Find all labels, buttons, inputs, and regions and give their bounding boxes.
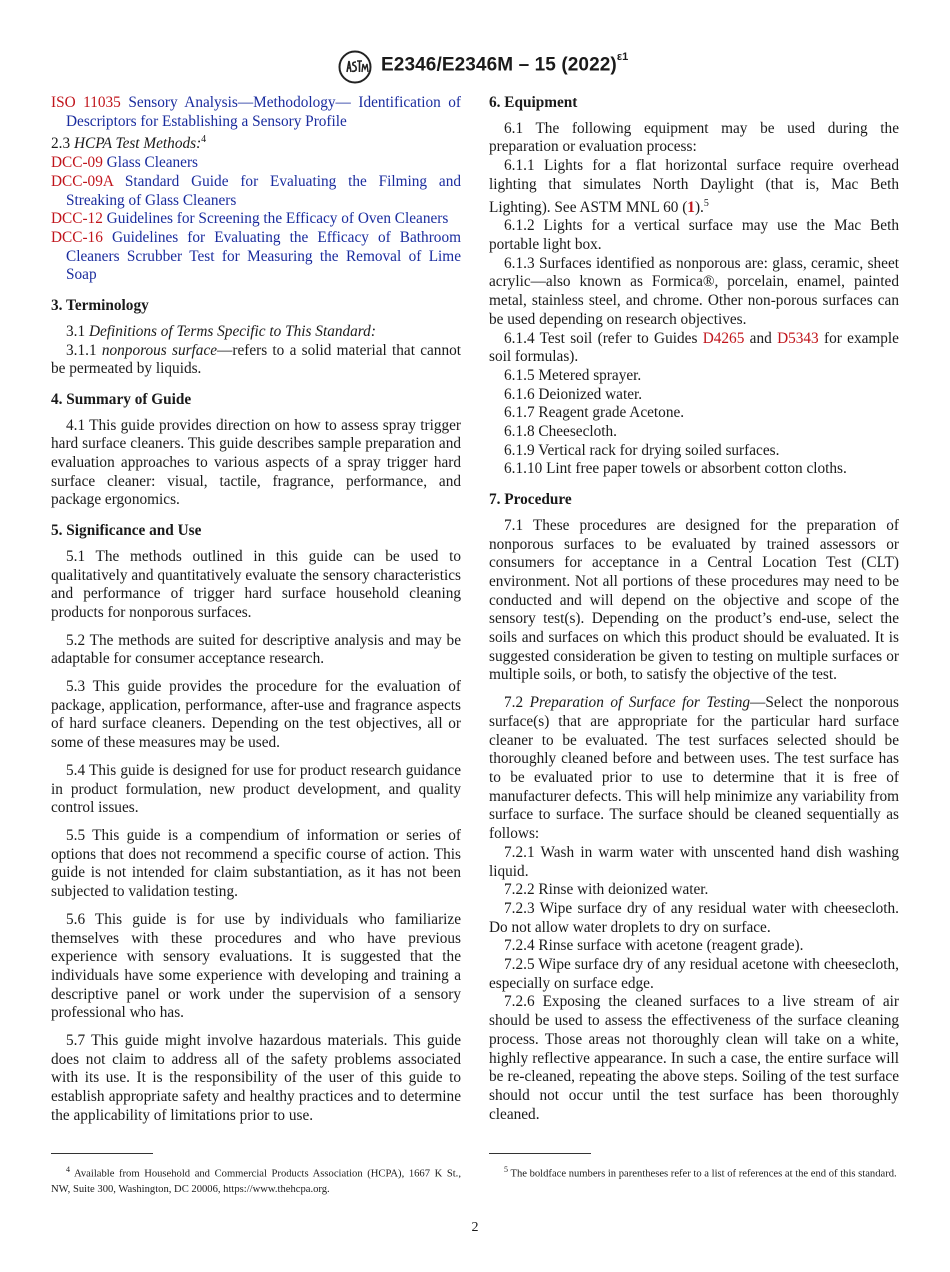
footnote-divider (51, 1153, 153, 1154)
paragraph: 7.2.4 Rinse surface with acetone (reagent grade). (504, 937, 804, 955)
subsection-heading: 2.3 HCPA Test Methods:$^4$ (51, 134, 207, 153)
footnote-divider (489, 1153, 591, 1154)
reference-entry (51, 173, 461, 210)
footnote: $^4$ Available from Household and Commercial Products Association (HCPA), 1667 K St., NW, Suite 300, Washington, DC 20006, https://www.thehcpa.org. (51, 1165, 461, 1195)
paragraph: 6.1.1 Lights for a flat horizontal surface require overhead lighting that simulates North Daylight (that is, Mac Beth Lighting). See ASTM MNL 60 (1).$^5$ (489, 157, 899, 216)
paragraph: 6.1.10 Lint free paper towels or absorbent cotton cloths. (504, 460, 847, 478)
reference-code[interactable]: DCC-09A (51, 172, 114, 190)
epsilon-superscript: ε1 (616, 51, 629, 63)
paragraph: 3.1 Definitions of Terms Specific to This Standard: (66, 322, 376, 340)
paragraph: 4.1 This guide provides direction on how to assess spray trigger hard surface cleaners. This guide describes sample preparation and evaluation approaches to various aspects of a spray trigger hard surface cleaner: visual, tactile, fragrance, performance, and package ergonomics. (51, 416, 461, 509)
paragraph: 6.1.5 Metered sprayer. (504, 366, 642, 384)
footnote-marker: 4 (201, 134, 207, 146)
paragraph: 5.4 This guide is designed for use for product research guidance in product formulation, new product development, and quality control issues. (51, 761, 461, 817)
footnote: $^5$ The boldface numbers in parentheses refer to a list of references at the end of this standard. (504, 1165, 897, 1180)
paragraph: 5.5 This guide is a compendium of information or series of options that does not recommend a specific course of action. This guide is not intended for claim substantiation, as it has not been subjected to validation testing. (51, 827, 461, 901)
paragraph: 5.2 The methods are suited for descriptive analysis and may be adaptable for consumer acceptance research. (51, 631, 461, 668)
paragraph: 7.2.6 Exposing the cleaned surfaces to a live stream of air should be used to assess the effectiveness of the surface cleaning process. Those areas not thoroughly clean will take on a white, highly reflective appearance. In such a case, the entire surface will be re-cleaned, repeating the above steps. Soiling of the test surface should not occur until the test surface has been thoroughly cleaned. (489, 993, 899, 1123)
reference-title[interactable]: Sensory Analysis—Methodology— Identification of Descriptors for Establishing a Sensory Profile (66, 94, 462, 130)
reference-title[interactable]: Guidelines for Screening the Efficacy of Oven Cleaners (106, 210, 449, 228)
paragraph: 5.7 This guide might involve hazardous materials. This guide does not claim to address all of the safety problems associated with its use. It is the responsibility of the user of this guide to establish appropriate safety and healthy practices and to determine the applicability of limitations prior to use. (51, 1032, 461, 1124)
section-heading: 3. Terminology (51, 297, 149, 315)
reference-entry (51, 210, 461, 229)
reference-entry (51, 94, 461, 131)
reference-code[interactable]: ISO 11035 (51, 94, 121, 111)
footnote-marker: 5 (703, 197, 709, 209)
paragraph: 6.1.8 Cheesecloth. (504, 423, 618, 441)
reference-entry (51, 154, 461, 173)
paragraph: 7.2.2 Rinse with deionized water. (504, 881, 709, 899)
paragraph: 3.1.1 nonporous surface—refers to a solid material that cannot be permeated by liquids. (51, 341, 462, 378)
paragraph: 7.1 These procedures are designed for the preparation of nonporous surfaces to be evaluated by trained assessors or consumers for acceptance in a Central Location Test (CLT) environment. Not all portions of these procedures may need to be conducted and will depend on the objective and scope of the sensory test(s). Depending on the product’s end-use, select the soils and surfaces on which this product should be evaluated. It is suggested consideration be given to testing on multiple surfaces or multiple soils, or both, to satisfy the objective of the test. (489, 516, 899, 684)
standard-link[interactable]: D4265 (702, 329, 745, 347)
document-designation: E2346/E2346M – 15 $(2022)^{\varepsilon 1}$ (381, 51, 629, 76)
right-column (489, 94, 899, 1124)
section-heading: 6. Equipment (489, 94, 578, 111)
left-column (51, 94, 461, 1126)
page-header (0, 50, 950, 90)
paragraph: 7.2 Preparation of Surface for Testing—Select the nonporous surface(s) that are appropriate for the particular hard surface cleaner to be evaluated. The test surfaces selected should be thoroughly cleaned before and between uses. The test surface has to be evaluated prior to use to determine that it is free of manufacturer defects. This will help minimize any variability from surface to surface. The surface should be cleaned sequentially as follows: (489, 694, 899, 843)
reference-code[interactable]: DCC-12 (51, 210, 103, 228)
paragraph: 6.1.7 Reagent grade Acetone. (504, 404, 685, 422)
reference-title[interactable]: Guidelines for Evaluating the Efficacy of Bathroom Cleaners Scrubber Test for Measuring the Removal of Lime Soap (66, 229, 461, 284)
paragraph: 6.1 The following equipment may be used during the preparation or evaluation process: (489, 119, 899, 156)
section-heading: 7. Procedure (489, 491, 572, 509)
paragraph: 6.1.3 Surfaces identified as nonporous are: glass, ceramic, sheet acrylic—also known as Formica®, porcelain, enamel, painted metal, stainless steel, and chrome. Other non-porous surfaces can be used depending on research objectives. (489, 254, 899, 328)
paragraph: 7.2.3 Wipe surface dry of any residual water with cheesecloth. Do not allow water droplets to dry on surface. (489, 899, 899, 936)
reference-title[interactable]: Glass Cleaners (106, 154, 199, 172)
paragraph: 6.1.4 Test soil (refer to Guides D4265 and D5343 for example soil formulas). (489, 329, 899, 366)
paragraph: 7.2.5 Wipe surface dry of any residual acetone with cheesecloth, especially on surface edge. (489, 956, 899, 992)
paragraph: 7.2.1 Wash in warm water with unscented hand dish washing liquid. (489, 843, 899, 880)
standard-link[interactable]: D5343 (777, 329, 819, 347)
reference-entry (51, 229, 461, 285)
reference-number-link[interactable]: 1 (687, 198, 695, 216)
section-heading: 4. Summary of Guide (51, 390, 192, 408)
astm-logo-icon (338, 50, 372, 84)
paragraph: 6.1.9 Vertical rack for drying soiled surfaces. (504, 441, 780, 459)
reference-code[interactable]: DCC-16 (51, 229, 103, 247)
paragraph: 5.1 The methods outlined in this guide can be used to qualitatively and quantitatively evaluate the sensory characteristics and performance of trigger hard surface household cleaning products for nonporous surfaces. (51, 547, 461, 621)
page-number: 2 (471, 1220, 479, 1235)
reference-code[interactable]: DCC-09 (51, 154, 103, 172)
paragraph: 5.3 This guide provides the procedure for the evaluation of package, application, performance, after-use and fragrance aspects of hard surface cleaners. Depending on the test objectives, all or some of these measures may be used. (51, 678, 461, 752)
paragraph: 6.1.6 Deionized water. (504, 385, 643, 403)
reference-title[interactable]: Standard Guide for Evaluating the Filming and Streaking of Glass Cleaners (66, 172, 461, 209)
paragraph: 6.1.2 Lights for a vertical surface may use the Mac Beth portable light box. (489, 217, 899, 254)
section-heading: 5. Significance and Use (51, 522, 202, 540)
paragraph: 5.6 This guide is for use by individuals who familiarize themselves with these procedures and who have previous experience with sensory evaluations. It is suggested that the individuals have some experience with developing and training a descriptive panel or work under the supervision of a sensory professional who has. (51, 910, 461, 1022)
